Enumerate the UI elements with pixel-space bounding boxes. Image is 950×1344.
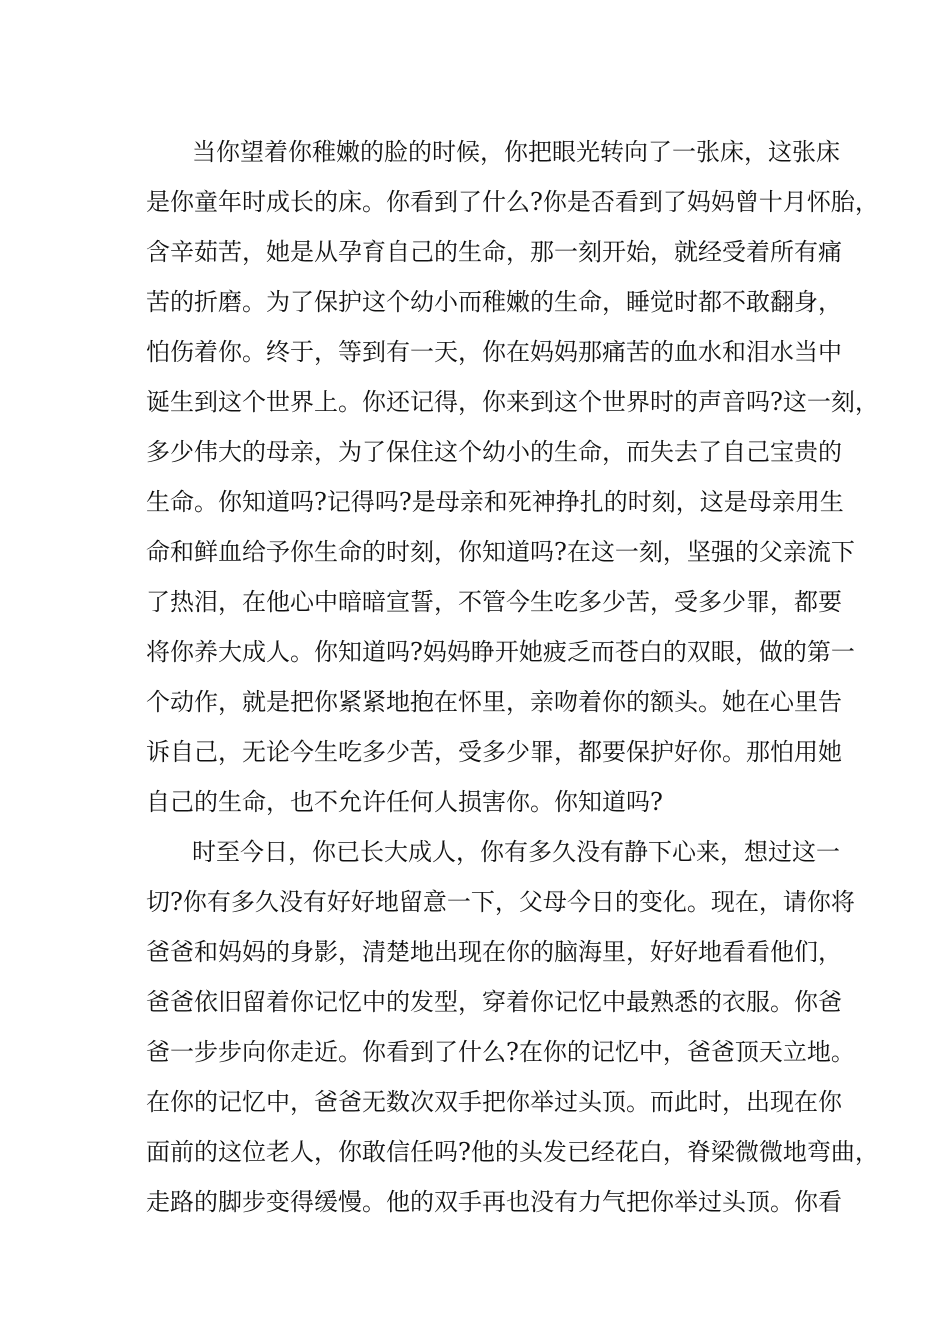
text-line: 多少伟大的母亲，为了保住这个幼小的生命，而失去了自己宝贵的 — [146, 438, 842, 466]
text-line: 爸爸依旧留着你记忆中的发型，穿着你记忆中最熟悉的衣服。你爸 — [146, 988, 842, 1016]
text-line: 自己的生命，也不允许任何人损害你。你知道吗? — [146, 788, 663, 816]
text-line: 苦的折磨。为了保护这个幼小而稚嫩的生命，睡觉时都不敢翻身， — [146, 288, 842, 316]
paragraph-2 — [146, 827, 879, 1227]
text-line: 走路的脚步变得缓慢。他的双手再也没有力气把你举过头顶。你看 — [146, 1188, 842, 1216]
text-line: 在你的记忆中，爸爸无数次双手把你举过头顶。而此时，出现在你 — [146, 1088, 842, 1116]
text-line: 爸一步步向你走近。你看到了什么?在你的记忆中，爸爸顶天立地。 — [146, 1038, 855, 1066]
text-line: 爸爸和妈妈的身影，清楚地出现在你的脑海里，好好地看看他们， — [146, 938, 842, 966]
paragraph-1 — [146, 127, 879, 827]
text-line: 时至今日，你已长大成人，你有多久没有静下心来，想过这一 — [192, 838, 840, 866]
text-line: 含辛茹苦，她是从孕育自己的生命，那一刻开始，就经受着所有痛 — [146, 238, 842, 266]
text-line: 当你望着你稚嫩的脸的时候，你把眼光转向了一张床，这张床 — [192, 138, 840, 166]
text-line: 切?你有多久没有好好地留意一下，父母今日的变化。现在，请你将 — [146, 888, 855, 916]
text-line: 面前的这位老人，你敢信任吗?他的头发已经花白，脊梁微微地弯曲， — [146, 1138, 879, 1166]
body-text — [146, 127, 879, 1227]
text-line: 了热泪，在他心中暗暗宣誓，不管今生吃多少苦，受多少罪，都要 — [146, 588, 842, 616]
text-line: 将你养大成人。你知道吗?妈妈睁开她疲乏而苍白的双眼，做的第一 — [146, 638, 855, 666]
text-line: 命和鲜血给予你生命的时刻，你知道吗?在这一刻，坚强的父亲流下 — [146, 538, 855, 566]
text-line: 生命。你知道吗?记得吗?是母亲和死神挣扎的时刻，这是母亲用生 — [146, 488, 844, 516]
text-line: 个动作，就是把你紧紧地抱在怀里，亲吻着你的额头。她在心里告 — [146, 688, 842, 716]
text-line: 诉自己，无论今生吃多少苦，受多少罪，都要保护好你。那怕用她 — [146, 738, 842, 766]
text-line: 诞生到这个世界上。你还记得，你来到这个世界时的声音吗?这一刻， — [146, 388, 879, 416]
text-line: 怕伤着你。终于，等到有一天，你在妈妈那痛苦的血水和泪水当中 — [146, 338, 842, 366]
text-line: 是你童年时成长的床。你看到了什么?你是否看到了妈妈曾十月怀胎， — [146, 188, 879, 216]
